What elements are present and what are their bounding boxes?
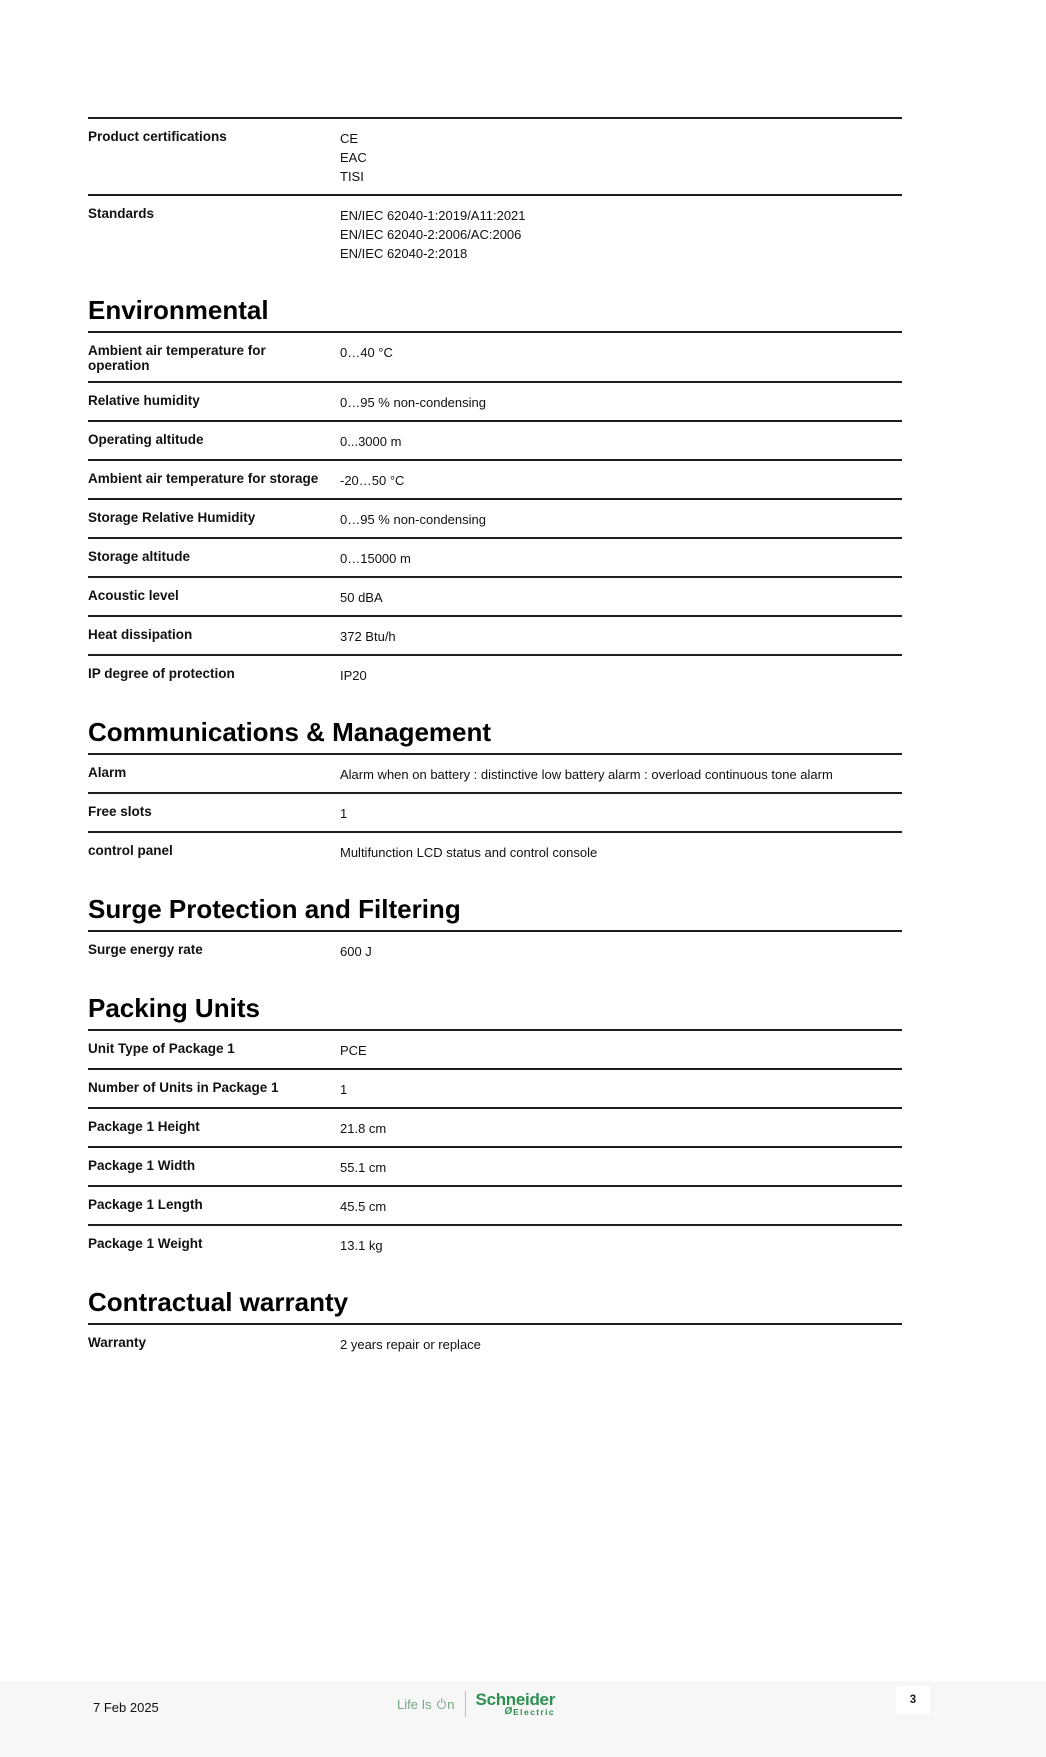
value-line: 21.8 cm xyxy=(340,1121,387,1136)
row-value xyxy=(340,1197,840,1216)
life-is-on-text xyxy=(397,1697,455,1712)
table-row xyxy=(88,1031,902,1070)
row-label: Heat dissipation xyxy=(88,627,193,642)
row-value xyxy=(340,627,840,646)
value-line: TISI xyxy=(340,169,364,184)
row-label: Storage altitude xyxy=(88,549,191,564)
row-value xyxy=(340,1335,840,1354)
row-label: Acoustic level xyxy=(88,588,179,603)
value-line: 1 xyxy=(340,1082,348,1097)
value-line: 0...3000 m xyxy=(340,434,402,449)
value-line: 1 xyxy=(340,806,348,821)
row-value xyxy=(340,1080,840,1099)
page-number: 3 xyxy=(909,1694,917,1706)
brand-sub-row xyxy=(476,1707,556,1717)
table-row xyxy=(88,539,902,578)
table-row xyxy=(88,383,902,422)
table-row xyxy=(88,794,902,833)
spec-table xyxy=(88,755,902,870)
section-title: Environmental xyxy=(88,295,902,333)
brand-sub: Electric xyxy=(513,1706,556,1717)
row-label: Product certifications xyxy=(88,129,227,144)
row-label: Package 1 Weight xyxy=(88,1236,203,1251)
value-line: EN/IEC 62040-2:2018 xyxy=(340,246,468,261)
row-label: Standards xyxy=(88,206,155,221)
spec-table xyxy=(88,333,902,693)
content xyxy=(88,117,902,1362)
table-row xyxy=(88,1325,902,1362)
row-value xyxy=(340,549,840,568)
row-value xyxy=(340,1158,840,1177)
row-value xyxy=(340,343,840,373)
row-label: Package 1 Height xyxy=(88,1119,200,1134)
row-label: IP degree of protection xyxy=(88,666,235,681)
value-line: 600 J xyxy=(340,944,372,959)
row-label: Storage Relative Humidity xyxy=(88,510,256,525)
value-line: 0…95 % non-condensing xyxy=(340,512,486,527)
table-row xyxy=(88,932,902,969)
row-label: Free slots xyxy=(88,804,152,819)
row-value xyxy=(340,471,840,490)
value-line: PCE xyxy=(340,1043,367,1058)
row-label: Ambient air temperature for storage xyxy=(88,471,319,486)
spec-table xyxy=(88,117,902,271)
row-label: Number of Units in Package 1 xyxy=(88,1080,279,1095)
table-row xyxy=(88,755,902,794)
row-value xyxy=(340,432,840,451)
life-is-on-prefix: Life Is xyxy=(397,1696,436,1712)
spec-table xyxy=(88,1031,902,1263)
table-row xyxy=(88,119,902,196)
table-row xyxy=(88,1187,902,1226)
value-line: CE xyxy=(340,131,359,146)
table-row xyxy=(88,1148,902,1187)
row-value xyxy=(340,843,840,862)
value-line: 13.1 kg xyxy=(340,1238,383,1253)
row-value xyxy=(340,510,840,529)
footer-date: 7 Feb 2025 xyxy=(93,1700,159,1715)
table-row xyxy=(88,656,902,693)
table-row xyxy=(88,500,902,539)
value-line: IP20 xyxy=(340,668,367,683)
row-value xyxy=(340,666,840,685)
section-title: Communications & Management xyxy=(88,717,902,755)
row-label: Unit Type of Package 1 xyxy=(88,1041,235,1056)
value-line: Multifunction LCD status and control console xyxy=(340,845,598,860)
value-line: 0…95 % non-condensing xyxy=(340,395,486,410)
brand-name: Schneider xyxy=(475,1689,556,1709)
row-label: Operating altitude xyxy=(88,432,204,447)
row-value xyxy=(340,1119,840,1138)
value-line: 50 dBA xyxy=(340,590,383,605)
row-value xyxy=(340,206,840,263)
table-row xyxy=(88,422,902,461)
row-label: Ambient air temperature for operation xyxy=(88,343,266,373)
schneider-wordmark xyxy=(475,1689,556,1717)
section-title: Contractual warranty xyxy=(88,1287,902,1325)
footer xyxy=(0,1681,1046,1757)
table-row xyxy=(88,833,902,870)
row-value xyxy=(340,588,840,607)
value-line: EAC xyxy=(340,150,367,165)
table-row xyxy=(88,617,902,656)
value-line: 0…40 °C xyxy=(340,345,393,360)
life-is-on-suffix: n xyxy=(447,1696,455,1712)
spec-table xyxy=(88,932,902,969)
row-value xyxy=(340,765,840,784)
table-row xyxy=(88,1070,902,1109)
logo-divider xyxy=(465,1691,466,1717)
row-label: Surge energy rate xyxy=(88,942,203,957)
row-value xyxy=(340,942,840,961)
row-value xyxy=(340,1236,840,1255)
row-label: Alarm xyxy=(88,765,127,780)
value-line: 55.1 cm xyxy=(340,1160,387,1175)
row-label: Package 1 Length xyxy=(88,1197,203,1212)
row-label: control panel xyxy=(88,843,173,858)
row-label: Warranty xyxy=(88,1335,147,1350)
table-row xyxy=(88,461,902,500)
slashed-e-icon: Ø xyxy=(504,1705,513,1717)
value-line: Alarm when on battery : distinctive low battery alarm : overload continuous tone alarm xyxy=(340,767,833,782)
row-label: Relative humidity xyxy=(88,393,200,408)
page-number-badge xyxy=(896,1686,930,1714)
row-label: Package 1 Width xyxy=(88,1158,196,1173)
value-line: -20…50 °C xyxy=(340,473,405,488)
table-row xyxy=(88,1109,902,1148)
section-title: Surge Protection and Filtering xyxy=(88,894,902,932)
power-icon xyxy=(437,1700,446,1709)
table-row xyxy=(88,578,902,617)
value-line: 45.5 cm xyxy=(340,1199,387,1214)
value-line: EN/IEC 62040-1:2019/A11:2021 xyxy=(340,208,526,223)
table-row xyxy=(88,196,902,271)
table-row xyxy=(88,1226,902,1263)
value-line: EN/IEC 62040-2:2006/AC:2006 xyxy=(340,227,522,242)
spec-table xyxy=(88,1325,902,1362)
section-title: Packing Units xyxy=(88,993,902,1031)
value-line: 0…15000 m xyxy=(340,551,411,566)
table-row xyxy=(88,333,902,383)
row-value xyxy=(340,129,840,186)
value-line: 2 years repair or replace xyxy=(340,1337,481,1352)
row-value xyxy=(340,1041,840,1060)
row-value xyxy=(340,804,840,823)
brand-logo xyxy=(397,1691,555,1717)
row-value xyxy=(340,393,840,412)
value-line: 372 Btu/h xyxy=(340,629,396,644)
